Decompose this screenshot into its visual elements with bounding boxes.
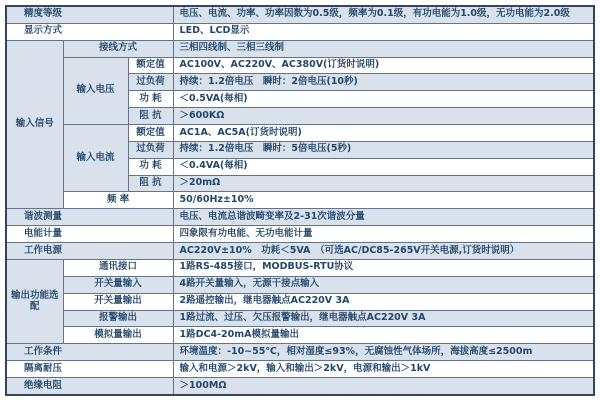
row-insulation: [6, 377, 594, 395]
output-options-label: 输出功能选配: [6, 259, 63, 343]
energy-value: 四象限有功电能、无功电能计量: [173, 226, 594, 243]
row-analog-output: [6, 327, 594, 344]
voltage-overload-value: 持续：1.2倍电压 瞬时：2倍电压(10秒): [173, 74, 594, 91]
current-consumption-value: ＜0.4VA(每相): [173, 158, 594, 175]
input-signal-label: 输入信号: [6, 40, 63, 209]
current-consumption-label: 功 耗: [128, 158, 173, 175]
wiring-value: 三相四线制、三相三线制: [173, 40, 594, 57]
row-voltage-rated: [6, 57, 594, 74]
row-energy: [6, 226, 594, 243]
row-display: [6, 23, 594, 40]
voltage-rated-value: AC100V、AC220V、AC380V(订货时说明): [173, 57, 594, 74]
digital-input-value: 4路开关量输入，无源干接点输入: [173, 276, 594, 293]
digital-input-label: 开关量输入: [63, 276, 173, 293]
conditions-label: 工作条件: [6, 344, 173, 361]
conditions-value: 环境温度：-10~55℃，相对湿度≤93%，无腐蚀性气体场所，海拔高度≤2500m: [173, 344, 594, 361]
voltage-consumption-label: 功 耗: [128, 91, 173, 108]
current-overload-label: 过负荷: [128, 141, 173, 158]
current-overload-value: 持续：1.2倍电压 瞬时：5倍电压(5秒): [173, 141, 594, 158]
display-label: 显示方式: [6, 23, 173, 40]
spec-table: [5, 5, 595, 396]
digital-output-value: 2路遥控输出，继电器触点AC220V 3A: [173, 293, 594, 310]
row-conditions: [6, 344, 594, 361]
voltage-impedance-value: ＞600KΩ: [173, 108, 594, 125]
harmonic-value: 电压、电流总谐波畸变率及2-31次谐波分量: [173, 209, 594, 226]
display-value: LED、LCD显示: [173, 23, 594, 40]
alarm-output-label: 报警输出: [63, 310, 173, 327]
row-wiring: [6, 40, 594, 57]
row-digital-input: [6, 276, 594, 293]
analog-output-label: 模拟量输出: [63, 327, 173, 344]
accuracy-label: 精度等级: [6, 6, 173, 23]
energy-label: 电能计量: [6, 226, 173, 243]
row-frequency: [6, 192, 594, 209]
row-accuracy: [6, 6, 594, 23]
row-harmonic: [6, 209, 594, 226]
current-impedance-label: 阻 抗: [128, 175, 173, 192]
input-voltage-label: 输入电压: [63, 57, 128, 124]
digital-output-label: 开关量输出: [63, 293, 173, 310]
power-supply-value: AC220V±10% 功耗＜5VA （可选AC/DC85-265V开关电源,订货时说明）: [173, 243, 594, 260]
voltage-impedance-label: 阻 抗: [128, 108, 173, 125]
wiring-label: 接线方式: [63, 40, 173, 57]
frequency-value: 50/60Hz±10%: [173, 192, 594, 209]
comm-value: 1路RS-485接口，MODBUS-RTU协议: [173, 259, 594, 276]
power-supply-label: 工作电源: [6, 243, 173, 260]
row-withstand: [6, 361, 594, 378]
row-digital-output: [6, 293, 594, 310]
row-comm: [6, 259, 594, 276]
comm-label: 通讯接口: [63, 259, 173, 276]
voltage-consumption-value: ＜0.5VA(每相): [173, 91, 594, 108]
current-rated-value: AC1A、AC5A(订货时说明): [173, 125, 594, 142]
insulation-label: 绝缘电阻: [6, 377, 173, 395]
voltage-overload-label: 过负荷: [128, 74, 173, 91]
frequency-label: 频 率: [63, 192, 173, 209]
withstand-value: 输入和电源＞2kV，输入和输出＞2kV，电源和输出＞1kV: [173, 361, 594, 378]
alarm-output-value: 1路过流、过压、欠压报警输出，继电器触点AC220V 3A: [173, 310, 594, 327]
withstand-label: 隔离耐压: [6, 361, 173, 378]
accuracy-value: 电压、电流、功率、功率因数为0.5级，频率为0.1级，有功电能为1.0级，无功电能为2.0级: [173, 6, 594, 23]
voltage-rated-label: 额定值: [128, 57, 173, 74]
current-impedance-value: ＞20mΩ: [173, 175, 594, 192]
insulation-value: ＞100MΩ: [173, 377, 594, 395]
input-current-label: 输入电流: [63, 125, 128, 192]
harmonic-label: 谐波测量: [6, 209, 173, 226]
row-current-rated: [6, 125, 594, 142]
current-rated-label: 额定值: [128, 125, 173, 142]
analog-output-value: 1路DC4-20mA模拟量输出: [173, 327, 594, 344]
row-alarm-output: [6, 310, 594, 327]
row-power-supply: [6, 243, 594, 260]
